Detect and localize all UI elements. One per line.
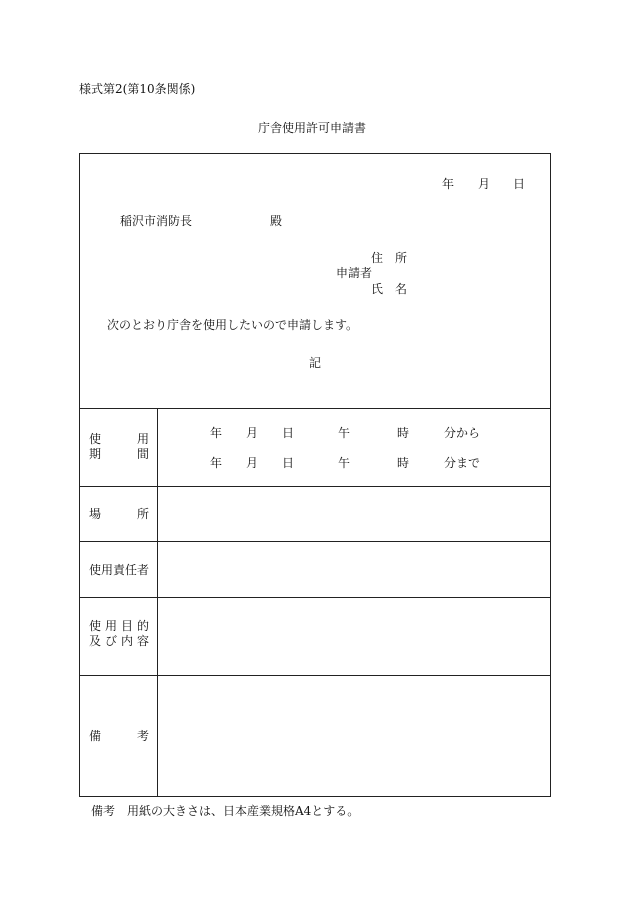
address-label-1: 住 — [371, 251, 384, 265]
address-label-2: 所 — [395, 251, 408, 265]
period-label-char: 期 — [89, 447, 102, 461]
form-number: 様式第2(第10条関係) — [79, 82, 196, 96]
remarks-label-char: 備 — [89, 729, 102, 743]
place-label-char: 場 — [89, 507, 102, 521]
date-month: 月 — [478, 177, 491, 191]
divider-period — [79, 408, 551, 409]
ki-mark: 記 — [309, 356, 322, 370]
purpose-label-char: 及 — [89, 634, 102, 648]
date-day: 日 — [513, 177, 526, 191]
from-noon: 午 — [338, 426, 351, 440]
period-label-char: 用 — [136, 432, 149, 446]
purpose-label-char: 用 — [104, 619, 117, 633]
period-label-char: 間 — [136, 447, 149, 461]
purpose-label-char: 内 — [120, 634, 133, 648]
purpose-label-line-1 — [89, 619, 149, 633]
to-month: 月 — [246, 456, 259, 470]
label-column-divider — [157, 408, 158, 797]
from-year: 年 — [210, 426, 223, 440]
divider-purpose — [79, 597, 551, 598]
divider-place — [79, 486, 551, 487]
divider-remarks — [79, 675, 551, 676]
period-label-char: 使 — [89, 432, 102, 446]
footnote: 備考 用紙の大きさは、日本産業規格A4とする。 — [91, 804, 360, 818]
from-hour: 時 — [397, 426, 410, 440]
addressee-honorific: 殿 — [270, 214, 283, 228]
remarks-label-char: 考 — [136, 729, 149, 743]
from-minute: 分から — [444, 426, 481, 440]
from-day: 日 — [282, 426, 295, 440]
to-year: 年 — [210, 456, 223, 470]
application-form — [79, 153, 551, 797]
remarks-label — [89, 729, 149, 743]
purpose-label-char: び — [104, 634, 117, 648]
period-label-line-1 — [89, 432, 149, 446]
purpose-label-char: 目 — [120, 619, 133, 633]
divider-responsible — [79, 541, 551, 542]
to-minute: 分まで — [444, 456, 481, 470]
name-label-2: 名 — [395, 282, 408, 296]
place-label — [89, 507, 149, 521]
to-noon: 午 — [338, 456, 351, 470]
name-label-1: 氏 — [371, 282, 384, 296]
to-hour: 時 — [397, 456, 410, 470]
to-day: 日 — [282, 456, 295, 470]
date-year: 年 — [442, 177, 455, 191]
purpose-label-char: 使 — [89, 619, 102, 633]
period-label-line-2 — [89, 447, 149, 461]
purpose-label-char: 的 — [136, 619, 149, 633]
purpose-label-line-2 — [89, 634, 149, 648]
place-label-char: 所 — [136, 507, 149, 521]
addressee-name: 稲沢市消防長 — [120, 214, 193, 228]
form-title: 庁舎使用許可申請書 — [258, 121, 367, 135]
applicant-label: 申請者 — [336, 266, 373, 280]
from-month: 月 — [246, 426, 259, 440]
purpose-label-char: 容 — [136, 634, 149, 648]
responsible-label: 使用責任者 — [89, 563, 150, 577]
body-text: 次のとおり庁舎を使用したいので申請します。 — [107, 318, 359, 332]
